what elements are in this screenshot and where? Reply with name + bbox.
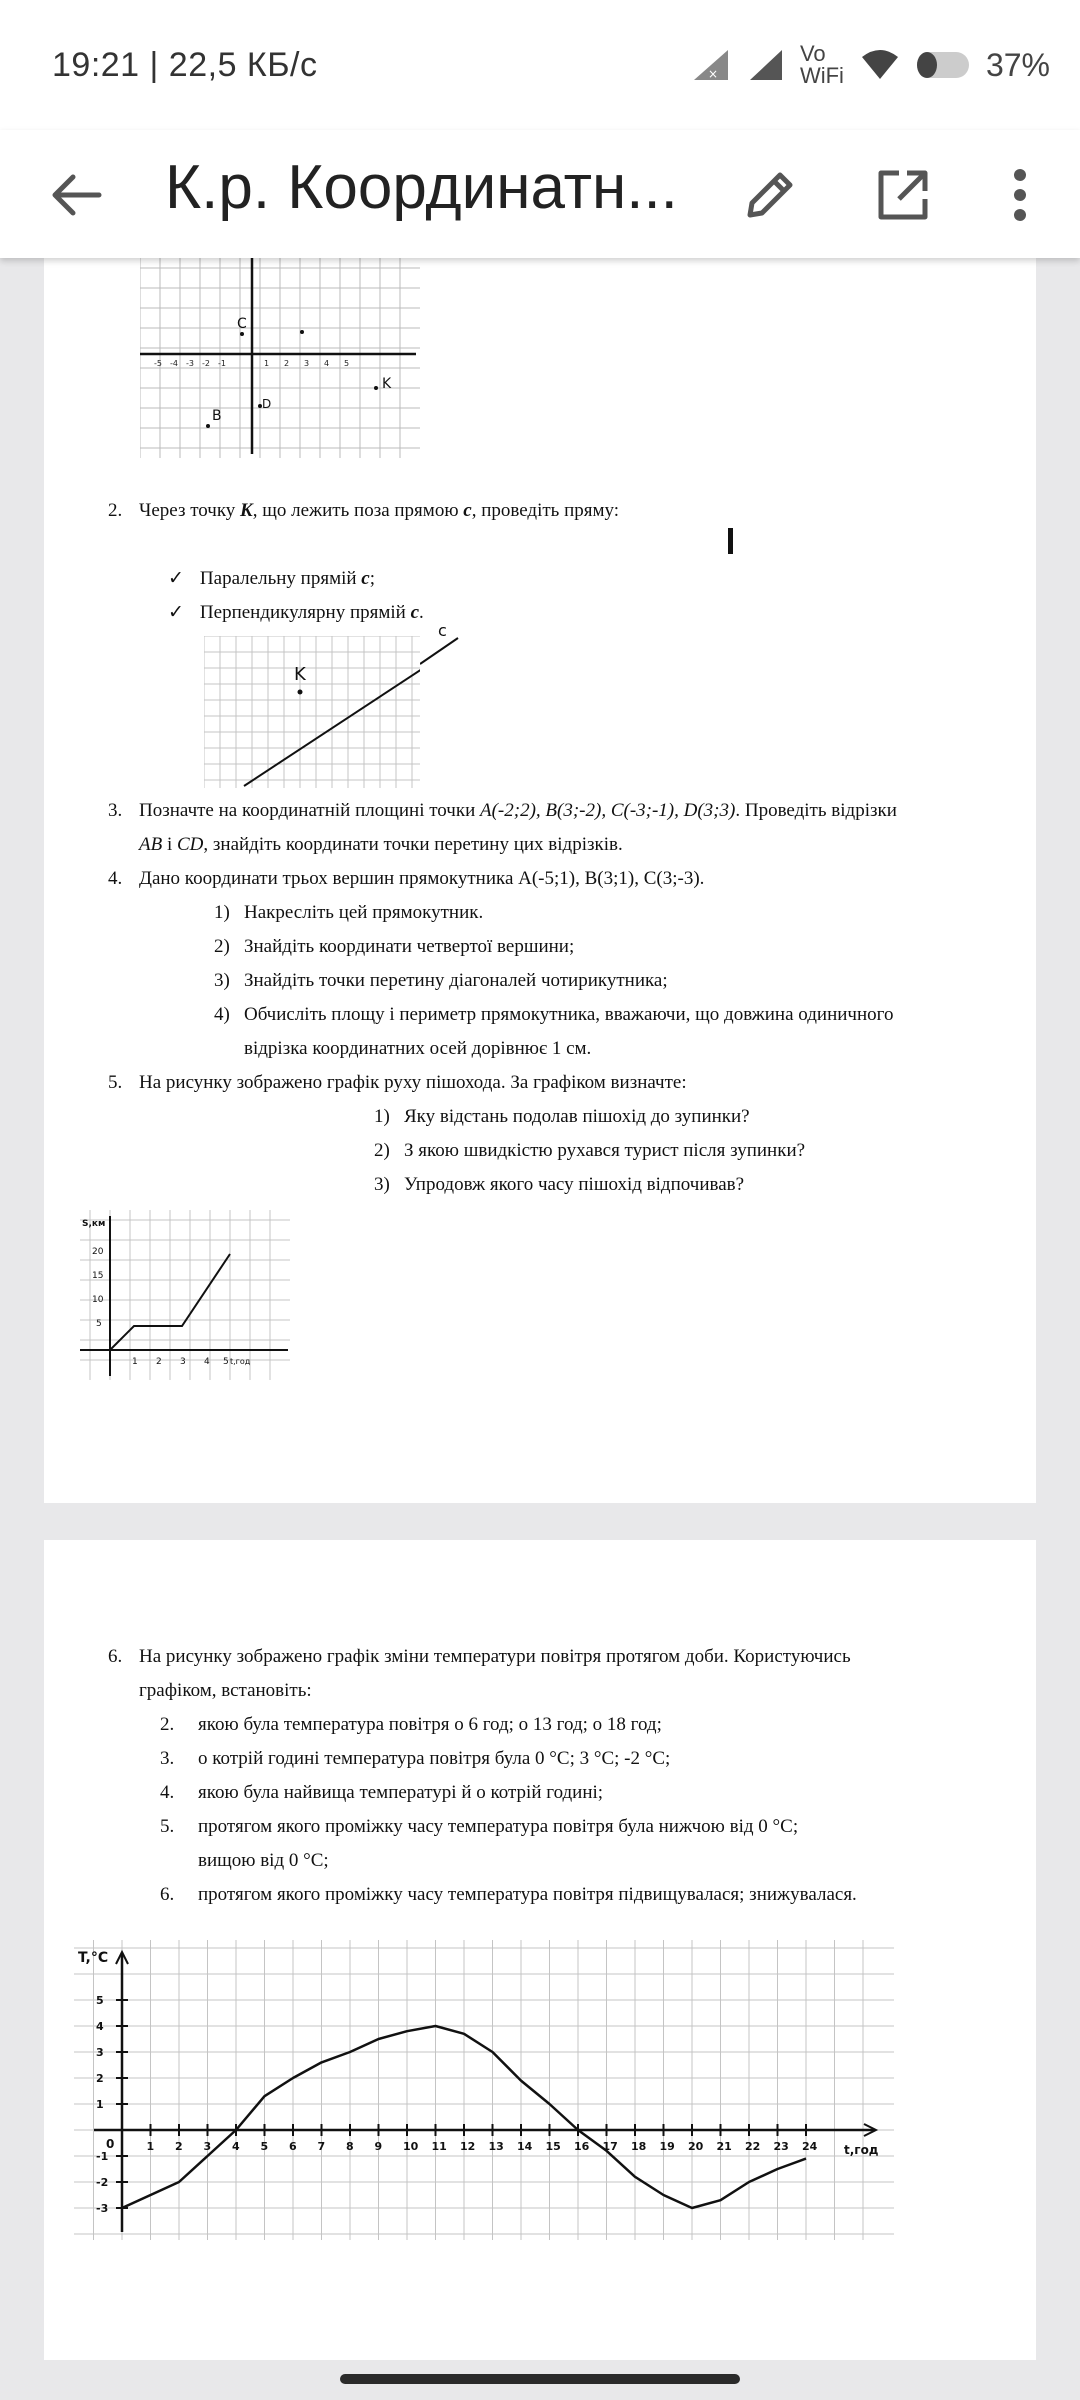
fig1-tick-x: 1 bbox=[264, 359, 270, 368]
task4-item-num: 3) bbox=[214, 970, 230, 991]
svg-text:×: × bbox=[707, 67, 719, 81]
task6-item: протягом якого проміжку часу температура повітря підвищувалася; знижувалася. bbox=[198, 1884, 857, 1905]
temp-x-tick: 9 bbox=[374, 2140, 383, 2153]
task4-item: Знайдіть координати четвертої вершини; bbox=[244, 936, 575, 957]
task2-text-d: , проведіть пряму: bbox=[471, 500, 620, 521]
task4-item-num: 4) bbox=[214, 1004, 230, 1025]
temp-x-tick: 20 bbox=[688, 2140, 704, 2153]
task2-check2-a: Перпендикулярну прямій bbox=[199, 602, 411, 623]
document-page-2 bbox=[44, 1540, 1036, 2360]
temp-x-tick: 14 bbox=[517, 2140, 533, 2153]
open-external-icon bbox=[875, 167, 931, 223]
task3-i: і bbox=[162, 834, 177, 855]
temp-x-tick: 11 bbox=[431, 2140, 447, 2153]
temp-y-tick: -2 bbox=[96, 2176, 109, 2189]
battery-icon bbox=[916, 51, 970, 79]
task6-item-num: 2. bbox=[160, 1714, 175, 1735]
ped-y-label: S,км bbox=[82, 1219, 106, 1229]
task2-check1-c: ; bbox=[369, 568, 376, 589]
ped-x-tick: 2 bbox=[156, 1357, 162, 1367]
ped-x-tick: 5 bbox=[223, 1357, 229, 1367]
open-external-button[interactable] bbox=[868, 160, 938, 230]
figure-line-c bbox=[204, 636, 420, 788]
temp-y-label: T,°C bbox=[78, 1950, 109, 1966]
task2-check2-b: c bbox=[410, 602, 420, 623]
task2-text-b: , що лежить поза прямою bbox=[252, 500, 464, 521]
document-page-1 bbox=[44, 258, 1036, 1503]
temp-x-label: t,год bbox=[844, 2143, 879, 2157]
task4-number: 4. bbox=[108, 868, 123, 889]
task2-check-1 bbox=[168, 562, 375, 596]
ped-x-label: t,год bbox=[230, 1357, 251, 1366]
temp-x-tick: 8 bbox=[346, 2140, 354, 2153]
temp-x-tick: 22 bbox=[745, 2140, 761, 2153]
task2-text bbox=[139, 494, 619, 528]
temp-x-tick: 10 bbox=[403, 2140, 419, 2153]
temp-x-tick: 7 bbox=[317, 2140, 326, 2153]
task3-line1-a: Позначте на координатній площині точки bbox=[139, 800, 480, 821]
temp-y-tick: 5 bbox=[96, 1994, 104, 2007]
task6-item-num: 5. bbox=[160, 1816, 175, 1837]
task2-number: 2. bbox=[108, 500, 123, 521]
fig1-tick-x: -2 bbox=[202, 359, 210, 368]
vowifi-bottom: WiFi bbox=[799, 63, 844, 88]
signal-icon bbox=[692, 48, 732, 82]
temp-x-tick: 1 bbox=[146, 2140, 155, 2153]
temp-x-tick: 24 bbox=[802, 2140, 818, 2153]
temp-x-tick: 5 bbox=[260, 2140, 269, 2153]
checkmark-icon: ✓ bbox=[168, 602, 184, 623]
task4-item: Обчисліть площу і периметр прямокутника, вважаючи, що довжина одиничного bbox=[244, 1004, 894, 1025]
task4-item-num: 2) bbox=[214, 936, 230, 957]
task6-number: 6. bbox=[108, 1646, 123, 1667]
fig1-tick-x: 3 bbox=[304, 359, 310, 368]
fig1-tick-x: -3 bbox=[186, 359, 194, 368]
back-arrow-icon bbox=[51, 173, 103, 217]
task6-item-num: 6. bbox=[160, 1884, 175, 1905]
checkmark-icon: ✓ bbox=[168, 568, 184, 589]
task6-item: протягом якого проміжку часу температура повітря була нижчою від 0 °С; bbox=[198, 1816, 799, 1837]
status-bar bbox=[0, 0, 1080, 130]
temp-x-tick: 17 bbox=[602, 2140, 618, 2153]
status-icons bbox=[692, 40, 1050, 90]
back-button[interactable] bbox=[42, 160, 112, 230]
task5-number: 5. bbox=[108, 1072, 123, 1093]
task3-line2-b: , знайдіть координати точки перетину цих відрізків. bbox=[203, 834, 623, 855]
task5-text: На рисунку зображено графік руху пішохода. За графіком визначте: bbox=[139, 1072, 687, 1093]
task5-item: Упродовж якого часу пішохід відпочивав? bbox=[404, 1174, 745, 1195]
temp-y-tick: 3 bbox=[96, 2046, 104, 2059]
fig1-tick-x: -1 bbox=[218, 359, 226, 368]
temp-x-tick: 23 bbox=[773, 2140, 789, 2153]
ped-y-tick: 10 bbox=[92, 1295, 104, 1305]
fig1-tick-x: 5 bbox=[344, 359, 350, 368]
temp-x-tick: 16 bbox=[574, 2140, 590, 2153]
vowifi-top: Vo bbox=[799, 41, 826, 66]
document-title: К.р. Координатн... bbox=[165, 153, 678, 222]
ped-x-tick: 3 bbox=[180, 1357, 186, 1367]
status-time: 19:21 | 22,5 КБ/с bbox=[52, 46, 318, 84]
task4-text: Дано координати трьох вершин прямокутника A(-5;1), B(3;1), C(3;-3). bbox=[139, 868, 705, 889]
text-cursor bbox=[728, 528, 733, 554]
wifi-icon bbox=[860, 49, 900, 81]
fig1-point-k: K bbox=[382, 376, 392, 392]
temp-x-tick: 21 bbox=[716, 2140, 732, 2153]
task2-check2-c: . bbox=[419, 602, 424, 623]
task5-item-num: 2) bbox=[374, 1140, 390, 1161]
fig1-point-c: C bbox=[237, 316, 247, 332]
temp-x-tick: 6 bbox=[289, 2140, 297, 2153]
task5-item-num: 3) bbox=[374, 1174, 390, 1195]
task4-item: Знайдіть точки перетину діагоналей чотирикутника; bbox=[244, 970, 668, 991]
more-button[interactable] bbox=[985, 160, 1055, 230]
task6-item-num: 4. bbox=[160, 1782, 175, 1803]
task6-line2: графіком, встановіть: bbox=[139, 1680, 312, 1701]
task4-item-cont: відрізка координатних осей дорівнює 1 см. bbox=[244, 1038, 592, 1059]
task2-text-k: K bbox=[240, 500, 253, 521]
task3-ab: AB bbox=[139, 834, 163, 855]
task6-item: о котрій годині температура повітря була 0 °С; 3 °С; -2 °С; bbox=[198, 1748, 671, 1769]
task6-item: якою була температура повітря о 6 год; о 13 год; о 18 год; bbox=[198, 1714, 662, 1735]
temp-y-tick: -3 bbox=[96, 2202, 109, 2215]
fig1-point-d: D bbox=[262, 397, 272, 411]
fig2-label-k: K bbox=[294, 664, 306, 685]
task2-check-2 bbox=[168, 596, 424, 630]
edit-button[interactable] bbox=[735, 160, 805, 230]
task6-item: вищою від 0 °С; bbox=[198, 1850, 329, 1871]
fig1-point-b: B bbox=[212, 408, 222, 424]
fig1-tick-x: 2 bbox=[284, 359, 290, 368]
fig1-tick-x: -4 bbox=[170, 359, 178, 368]
battery-percent: 37% bbox=[985, 46, 1050, 83]
temp-x-tick: 19 bbox=[659, 2140, 675, 2153]
task3-line1 bbox=[139, 794, 1009, 828]
gesture-handle[interactable] bbox=[340, 2374, 740, 2384]
pencil-icon bbox=[742, 167, 798, 223]
figure-pedestrian-graph bbox=[80, 1210, 290, 1380]
fig1-tick-x: -5 bbox=[154, 359, 162, 368]
task6-item: якою була найвища температурі й о котрій годині; bbox=[198, 1782, 604, 1803]
task3-cd: CD bbox=[177, 834, 204, 855]
ped-x-tick: 4 bbox=[204, 1357, 210, 1367]
task6-line1: На рисунку зображено графік зміни температури повітря протягом доби. Користуючись bbox=[139, 1646, 851, 1667]
task3-number: 3. bbox=[108, 800, 123, 821]
fig1-tick-x: 4 bbox=[324, 359, 330, 368]
figure-coordinate-plane bbox=[140, 258, 420, 458]
temp-y-tick: 2 bbox=[96, 2072, 104, 2085]
task5-item: З якою швидкістю рухався турист після зупинки? bbox=[404, 1140, 806, 1161]
temp-x-tick: 15 bbox=[545, 2140, 561, 2153]
task3-line2 bbox=[139, 828, 623, 862]
temp-x-tick: 3 bbox=[203, 2140, 212, 2153]
ped-y-tick: 20 bbox=[92, 1247, 104, 1257]
temp-origin-label: 0 bbox=[106, 2137, 115, 2151]
task4-item-num: 1) bbox=[214, 902, 230, 923]
app-bar bbox=[0, 130, 1080, 258]
task2-text-c: c bbox=[463, 500, 472, 521]
temp-y-tick: -1 bbox=[96, 2150, 109, 2163]
more-vert-icon bbox=[1010, 167, 1030, 223]
temp-y-tick: 1 bbox=[96, 2098, 104, 2111]
task2-check1-b: c bbox=[361, 568, 370, 589]
temp-x-tick: 4 bbox=[232, 2140, 240, 2153]
temp-y-tick: 4 bbox=[96, 2020, 104, 2033]
task2-text-a: Через точку bbox=[139, 500, 241, 521]
fig2-label-c: c bbox=[438, 621, 447, 640]
temp-x-tick: 18 bbox=[631, 2140, 647, 2153]
task4-item: Накресліть цей прямокутник. bbox=[244, 902, 484, 923]
temp-x-tick: 2 bbox=[175, 2140, 183, 2153]
task3-points: A(-2;2), B(3;-2), C(-3;-1), D(3;3) bbox=[480, 800, 736, 821]
temperature-chart bbox=[74, 1940, 894, 2240]
temp-x-tick: 13 bbox=[488, 2140, 504, 2153]
task2-check1-a: Паралельну прямій bbox=[199, 568, 362, 589]
signal-2-icon bbox=[748, 48, 784, 82]
temp-grid bbox=[74, 1940, 894, 2240]
task3-line1-b: . Проведіть відрізки bbox=[735, 800, 897, 821]
ped-x-tick: 1 bbox=[132, 1357, 138, 1367]
task5-item: Яку відстань подолав пішохід до зупинки? bbox=[404, 1106, 750, 1127]
ped-y-tick: 5 bbox=[96, 1319, 102, 1329]
task5-item-num: 1) bbox=[374, 1106, 390, 1127]
vowifi-label bbox=[800, 43, 844, 87]
temp-x-tick: 12 bbox=[460, 2140, 476, 2153]
ped-y-tick: 15 bbox=[92, 1271, 104, 1281]
task6-item-num: 3. bbox=[160, 1748, 175, 1769]
